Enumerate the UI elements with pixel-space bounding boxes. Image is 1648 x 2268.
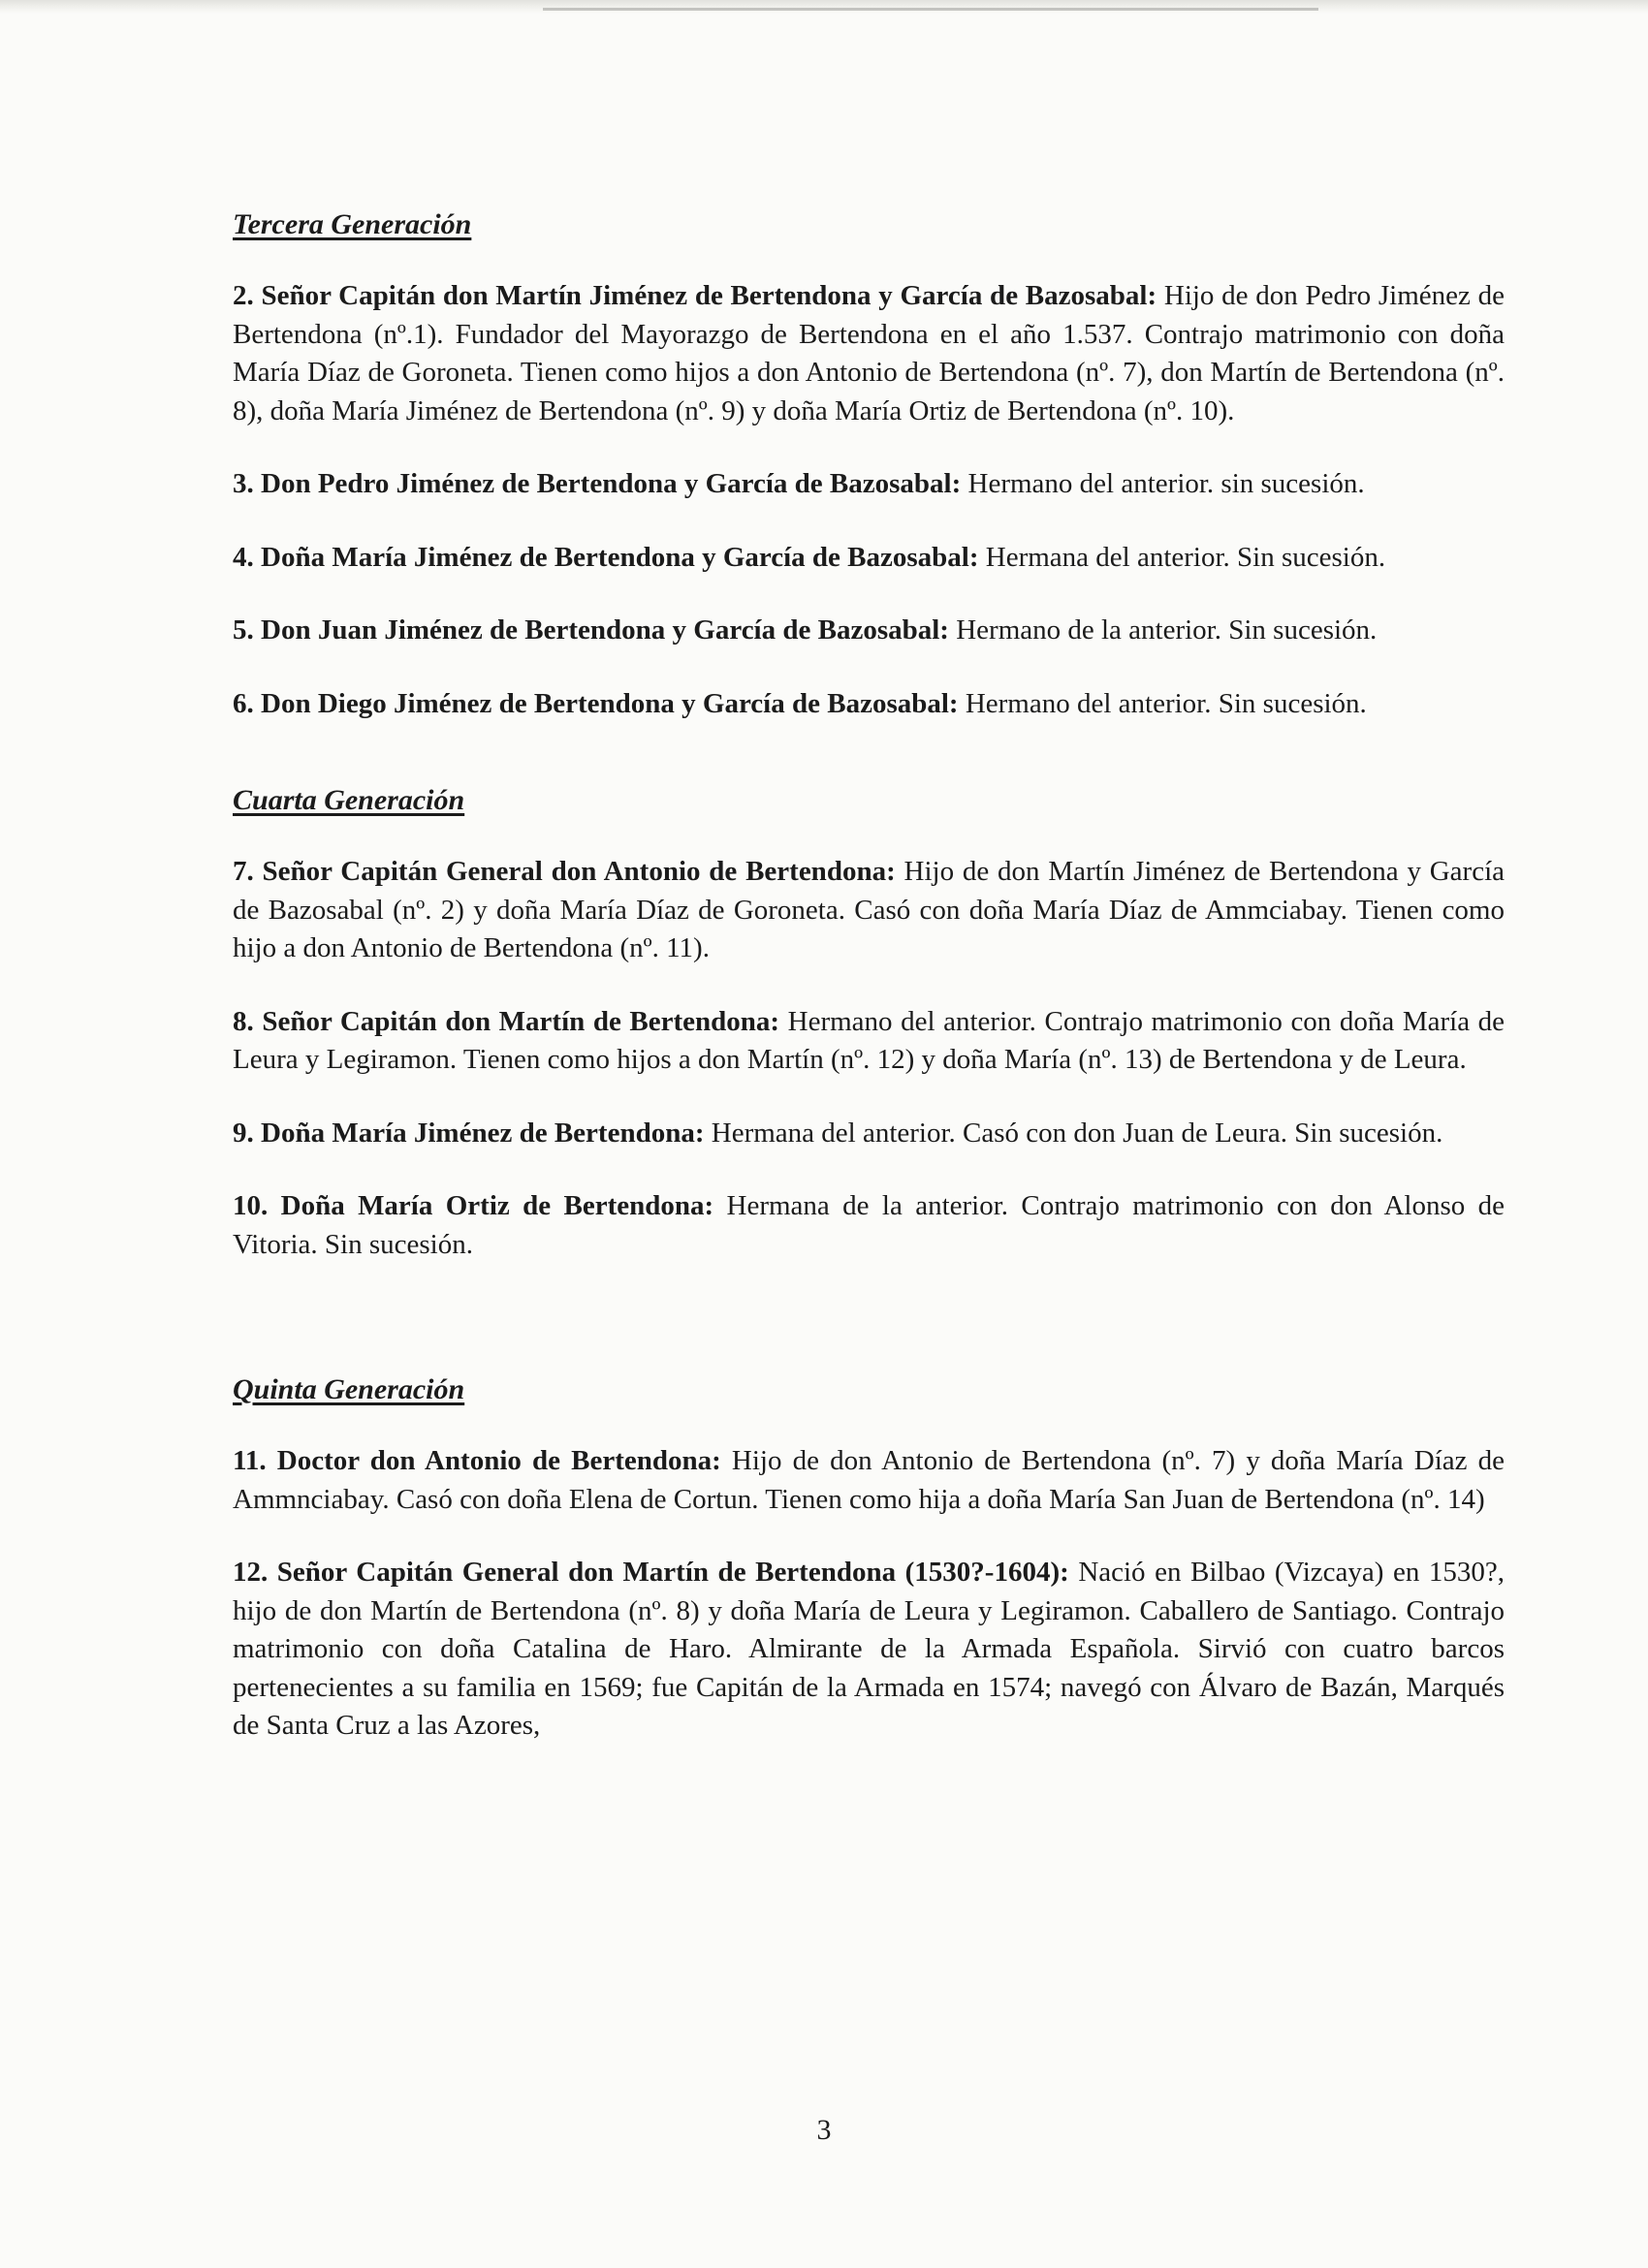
document-page — [233, 205, 1505, 1746]
entry-6 — [233, 685, 1505, 724]
page-number: 3 — [816, 2114, 832, 2146]
entry-text: Hermana del anterior. Casó con don Juan de Leura. Sin sucesión. — [711, 1117, 1443, 1149]
entry-9 — [233, 1115, 1505, 1153]
entry-text: Hermano del anterior. sin sucesión. — [967, 468, 1365, 499]
entry-10 — [233, 1187, 1505, 1264]
entry-5 — [233, 612, 1505, 650]
entry-text: Hijo de don Pedro Jiménez de Bertendona (nº.1). Fundador del Mayorazgo de Bertendona en el año 1.537. Contrajo matrimonio con doña María Díaz de Goroneta. Tienen como hijos a don Antonio de Bertendona (nº. 7), don Martín de Bertendona (nº. 8), doña María Jiménez de Bertendona (nº. 9) y doña María Ortiz de Bertendona (nº. 10). — [233, 280, 1505, 426]
entry-text: Hijo de don Antonio de Bertendona (nº. 7) y doña María Díaz de Ammnciabay. Casó con doña Elena de Cortun. Tienen como hija a doña María San Juan de Bertendona (nº. 14) — [233, 1445, 1505, 1515]
entry-title: 4. Doña María Jiménez de Bertendona y García de Bazosabal: — [233, 541, 979, 573]
entry-title: 9. Doña María Jiménez de Bertendona: — [233, 1117, 705, 1149]
entry-11 — [233, 1442, 1505, 1519]
entry-text: Hermano del anterior. Contrajo matrimonio con doña María de Leura y Legiramon. Tienen como hijos a don Martín (nº. 12) y doña María (nº. 13) de Bertendona y de Leura. — [233, 1005, 1505, 1075]
scan-artifact-line — [543, 8, 1318, 11]
entry-title: 11. Doctor don Antonio de Bertendona: — [233, 1445, 721, 1476]
entry-4 — [233, 539, 1505, 578]
entry-7 — [233, 853, 1505, 968]
entry-title: 5. Don Juan Jiménez de Bertendona y García de Bazosabal: — [233, 614, 949, 646]
entry-text: Hermana de la anterior. Contrajo matrimonio con don Alonso de Vitoria. Sin sucesión. — [233, 1190, 1505, 1260]
entry-title: 12. Señor Capitán General don Martín de Bertendona (1530?-1604): — [233, 1557, 1069, 1588]
section-heading-cuarta: Cuarta Generación — [233, 784, 465, 816]
entry-3 — [233, 465, 1505, 504]
entry-text: Hermana del anterior. Sin sucesión. — [985, 541, 1386, 573]
section-heading-quinta: Quinta Generación — [233, 1373, 465, 1405]
entry-title: 8. Señor Capitán don Martín de Bertendona: — [233, 1005, 780, 1037]
entry-title: 6. Don Diego Jiménez de Bertendona y García de Bazosabal: — [233, 687, 959, 719]
entry-12 — [233, 1554, 1505, 1746]
entry-title: 2. Señor Capitán don Martín Jiménez de Bertendona y García de Bazosabal: — [233, 280, 1157, 311]
scan-top-edge — [0, 0, 1648, 14]
entry-text: Nació en Bilbao (Vizcaya) en 1530?, hijo de don Martín de Bertendona (nº. 8) y doña María de Leura y Legiramon. Caballero de Santiago. Contrajo matrimonio con doña Catalina de Haro. Almirante de la Armada Española. Sirvió con cuatro barcos pertenecientes a su familia en 1569; fue Capitán de la Armada en 1574; navegó con Álvaro de Bazán, Marqués de Santa Cruz a las Azores, — [233, 1557, 1505, 1741]
entry-2 — [233, 277, 1505, 430]
entry-8 — [233, 1003, 1505, 1080]
entry-title: 3. Don Pedro Jiménez de Bertendona y García de Bazosabal: — [233, 468, 962, 499]
section-heading-tercera: Tercera Generación — [233, 208, 472, 240]
entry-text: Hijo de don Martín Jiménez de Bertendona y García de Bazosabal (nº. 2) y doña María Díaz de Goroneta. Casó con doña María Díaz de Ammciabay. Tienen como hijo a don Antonio de Bertendona (nº. 11). — [233, 856, 1505, 963]
entry-title: 7. Señor Capitán General don Antonio de Bertendona: — [233, 856, 896, 887]
entry-text: Hermano de la anterior. Sin sucesión. — [956, 614, 1378, 646]
entry-title: 10. Doña María Ortiz de Bertendona: — [233, 1190, 714, 1221]
entry-text: Hermano del anterior. Sin sucesión. — [965, 687, 1367, 719]
